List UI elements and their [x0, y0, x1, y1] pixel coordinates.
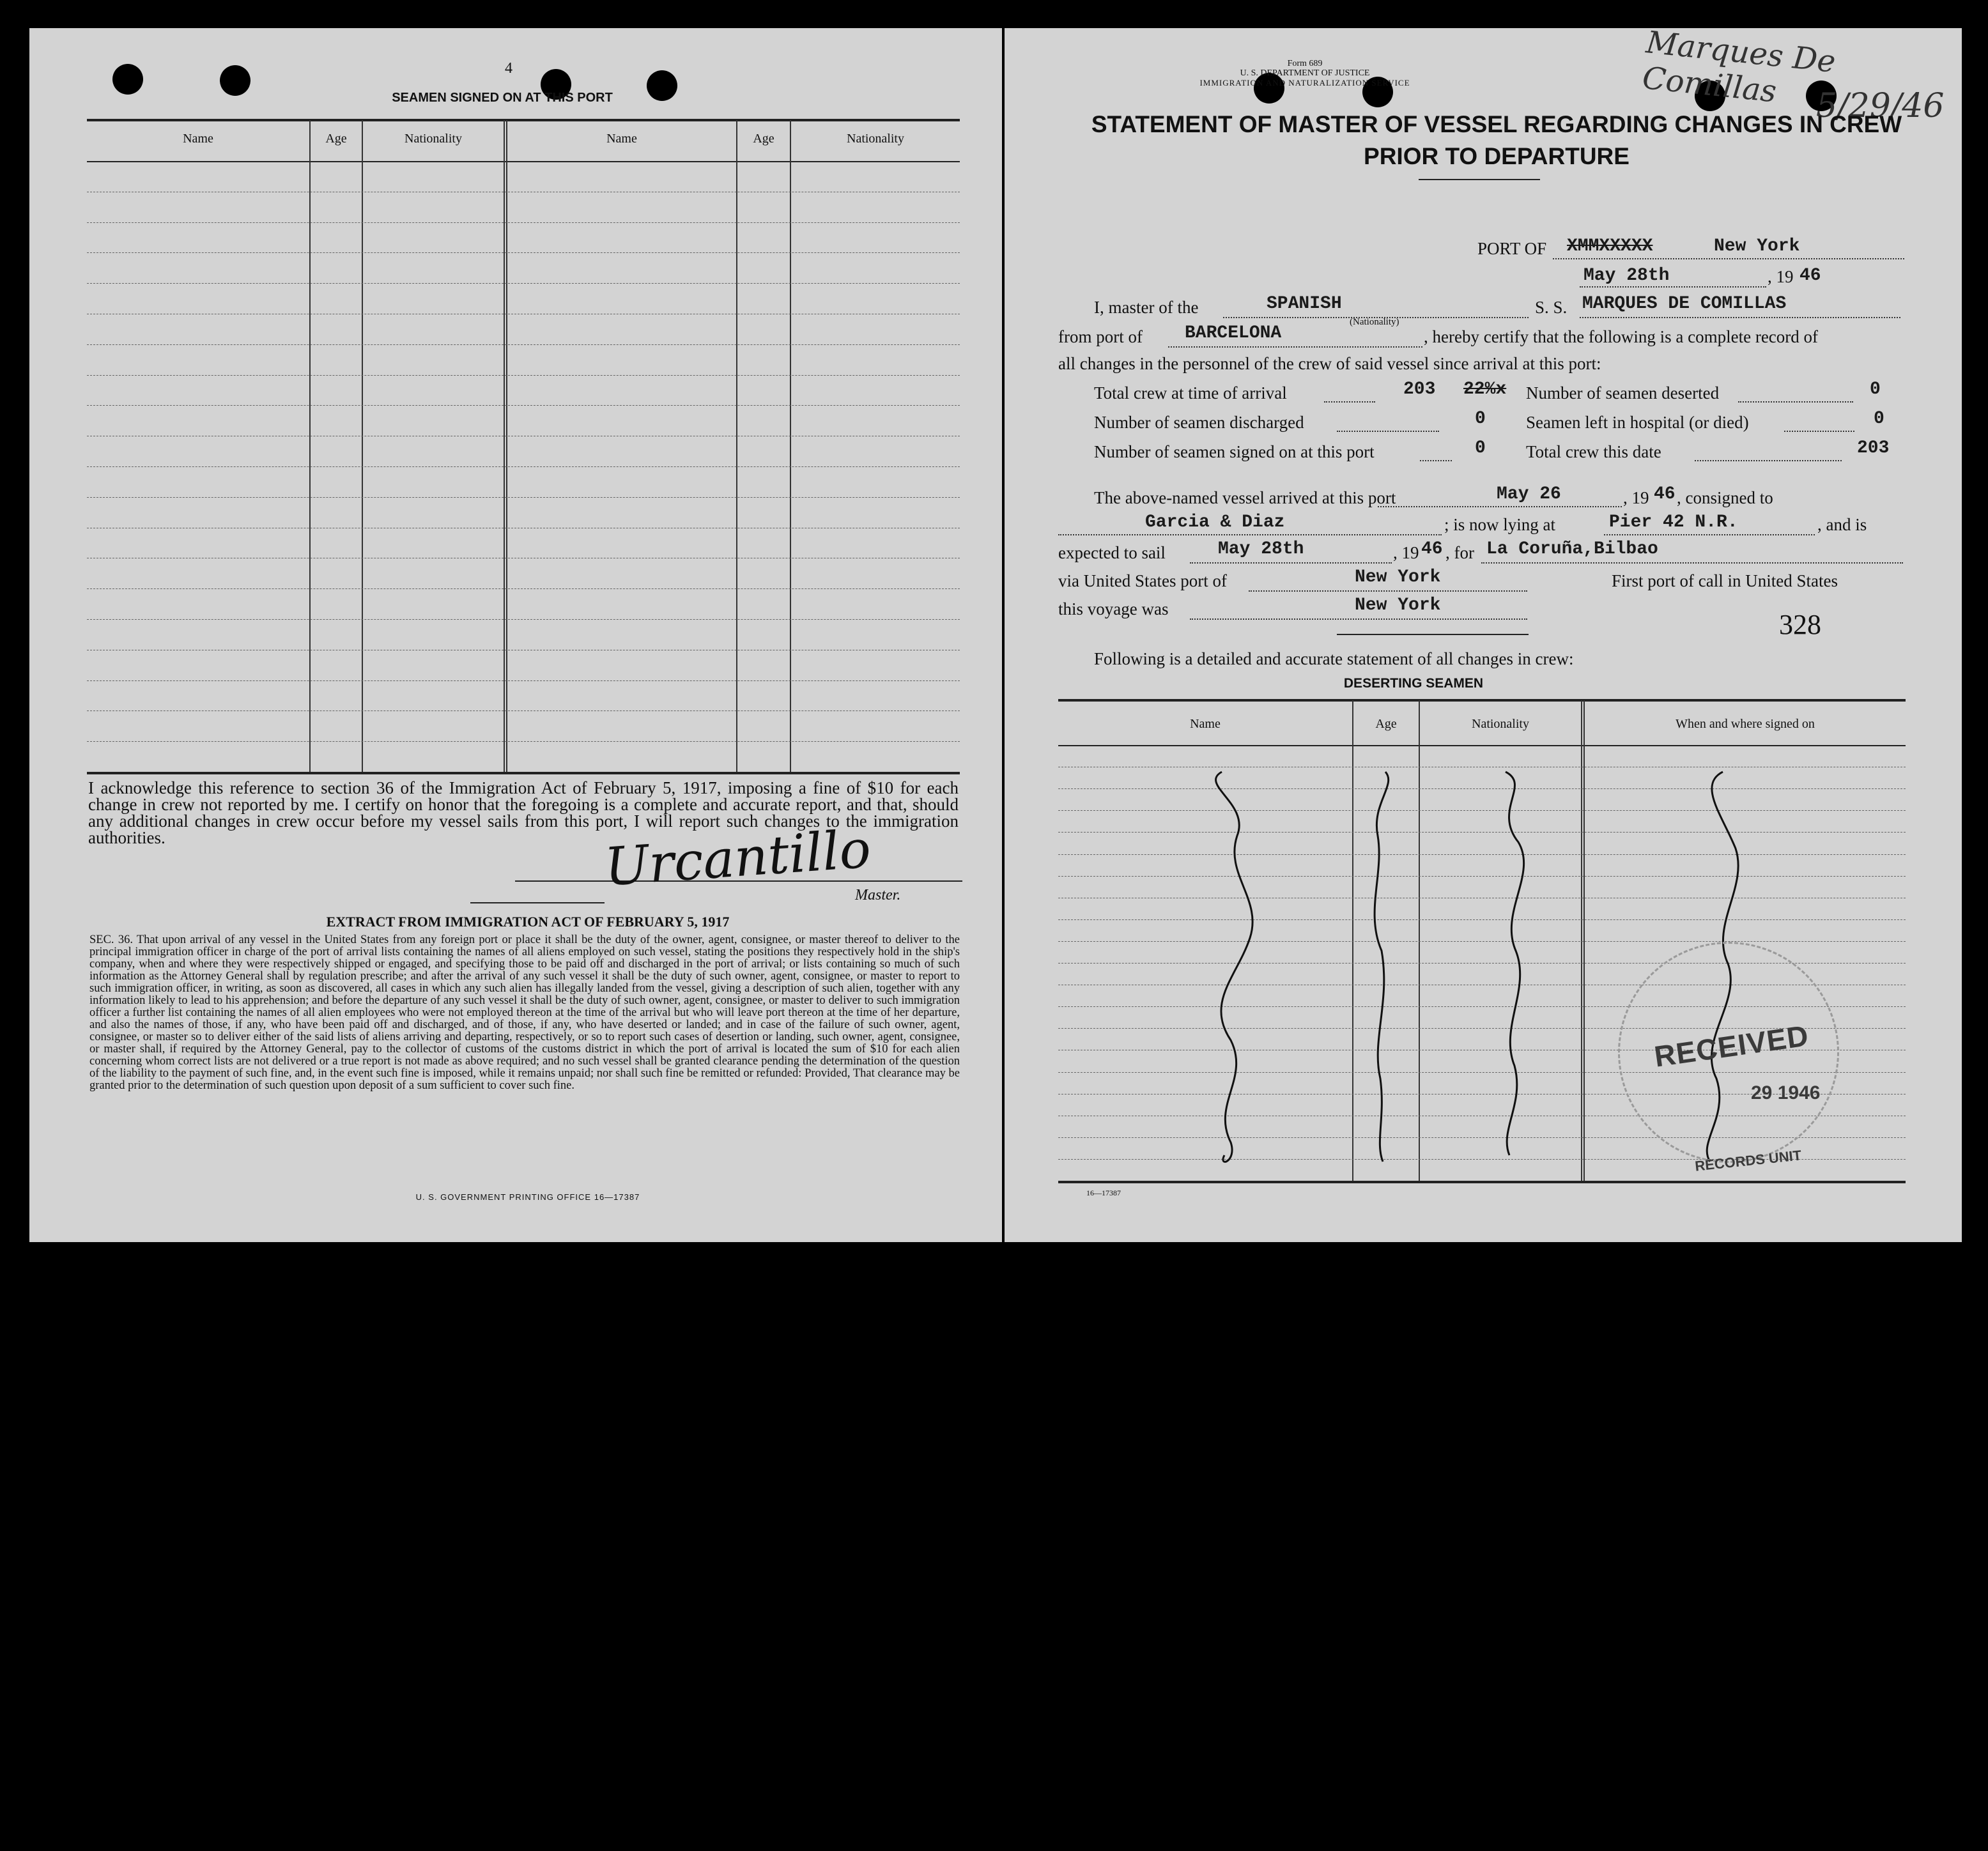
handwritten-vessel-note: Marques De Comillas: [1640, 24, 1838, 110]
and-is-label: , and is: [1817, 515, 1867, 534]
certify-text: , hereby certify that the following is a complete record of: [1424, 327, 1819, 346]
from-port-field-line: [1168, 346, 1422, 348]
first-port-label: First port of call in United States: [1612, 571, 1838, 590]
leader-dots: [1324, 401, 1375, 403]
date-value: May 28th: [1583, 266, 1670, 286]
from-port-value: BARCELONA: [1185, 323, 1282, 343]
document-number: 328: [1779, 609, 1821, 640]
service-name: IMMIGRATION AND NATURALIZATION SERVICE: [1199, 78, 1410, 88]
destination-value: La Coruña,Bilbao: [1486, 539, 1658, 559]
from-port-label: from port of: [1058, 327, 1143, 346]
signed-on-value: 0: [1475, 438, 1486, 458]
extract-text: SEC. 36. That upon arrival of any vessel in the United States from any foreign port or place it shall be the duty of the owner, agent, consignee, or master thereof to deliver to the principal immigration officer in charge of the port of arrival lists containing the names of all aliens employed on such vessel, stating the positions they respectively hold in the ship's company, when and where they were respectively shipped or engaged, and specifying those to be paid off and discharged in the port of arrival; or lists containing so much of such information as the Attorney General shall by regulation prescribe; and after the arrival of any such vessel it shall be the duty of such owner, agent, consignee, or master to report to such immigration officer, in writing, as soon as discovered, all cases in which any such alien has illegally landed from the vessel, giving a description of such alien, together with any information likely to lead to his apprehension; and before the departure of any such vessel it shall be the duty of such owner, agent, consignee, or master to deliver to such immigration officer a further list containing the names of all alien employees who were not employed thereon at the time of the arrival but who will leave port thereon at the time of her departure, and also the names of those, if any, who have been paid off and discharged, and of those, if any, who have deserted or landed; and in case of the failure of such owner, agent, consignee, or master so to deliver either of the said lists of aliens arriving and departing, respectively, or so to report such cases of desertion or landing, such owner, agent, consignee, or master shall, if required by the Attorney General, pay to the collector of customs of the customs district in which the port of arrival is located the sum of $10 for each alien concerning whom correct lists are not delivered or a true report is not made as above required; and no such vessel shall be granted clearance pending the determination of the question of the liability to the payment of such fine, and, in the event such fine is imposed, while it remains unpaid; nor shall such fine be remitted or refunded: Provided, That clearance may be granted prior to the determination of such question upon deposit of a sum sufficient to cover such fine.: [89, 933, 960, 1092]
total-today-value: 203: [1857, 438, 1890, 458]
column-header-age: Age: [753, 132, 774, 146]
hospital-label: Seamen left in hospital (or died): [1526, 413, 1749, 432]
form-number: Form 689: [1287, 59, 1323, 68]
column-header-nationality: Nationality: [1472, 717, 1529, 731]
this-voyage-label: this voyage was: [1058, 599, 1169, 618]
received-stamp: RECEIVED: [1652, 1018, 1811, 1073]
table-row-rule: [87, 710, 960, 711]
arrived-value: May 26: [1497, 484, 1561, 504]
first-port-field-line: [1190, 618, 1527, 620]
port-field-line: [1553, 258, 1904, 259]
column-header-nationality: Nationality: [405, 132, 462, 146]
extract-title: EXTRACT FROM IMMIGRATION ACT OF FEBRUARY 5, 1917: [326, 914, 730, 930]
table-title: SEAMEN SIGNED ON AT THIS PORT: [392, 91, 613, 105]
vessel-name: MARQUES DE COMILLAS: [1582, 294, 1787, 314]
column-header-name: Name: [1190, 717, 1221, 731]
deserted-label: Number of seamen deserted: [1526, 383, 1720, 403]
expected-label: expected to sail: [1058, 543, 1166, 562]
for-label: , for: [1445, 543, 1474, 562]
nationality-value: SPANISH: [1267, 294, 1342, 314]
page-number: 4: [505, 60, 512, 77]
table-row-rule: [87, 405, 960, 406]
arrived-year: 46: [1654, 484, 1676, 504]
sail-year: 46: [1421, 539, 1443, 559]
column-header-nationality: Nationality: [847, 132, 904, 146]
pier-value: Pier 42 N.R.: [1609, 512, 1738, 532]
table-row-rule: [87, 252, 960, 253]
year-value: 46: [1799, 266, 1821, 286]
void-mark: [1216, 772, 1253, 1162]
arrived-label: The above-named vessel arrived at this port: [1094, 488, 1396, 507]
via-field-line: [1249, 590, 1527, 592]
void-mark: [1375, 772, 1389, 1162]
sail-date-value: May 28th: [1218, 539, 1304, 559]
deserted-value: 0: [1870, 380, 1881, 399]
form-header: [1107, 59, 1503, 88]
ss-label: S. S.: [1535, 298, 1568, 317]
following-label: Following is a detailed and accurate statement of all changes in crew:: [1094, 649, 1574, 668]
discharged-value: 0: [1475, 409, 1486, 429]
total-today-label: Total crew this date: [1526, 442, 1661, 461]
punch-hole: [220, 65, 250, 96]
arrived-year-prefix: , 19: [1623, 488, 1649, 507]
column-header-name: Name: [183, 132, 213, 146]
right-page: [1005, 24, 1962, 1242]
port-value: New York: [1714, 236, 1800, 256]
lying-label: ; is now lying at: [1444, 515, 1555, 534]
title-underline: [1419, 179, 1540, 180]
printing-office: U. S. GOVERNMENT PRINTING OFFICE 16—17387: [415, 1192, 640, 1202]
year-prefix: , 19: [1768, 267, 1794, 286]
total-crew-arrival-label: Total crew at time of arrival: [1094, 383, 1287, 403]
department-name: U. S. DEPARTMENT OF JUSTICE: [1240, 68, 1370, 78]
leader-dots: [1420, 460, 1452, 461]
column-divider: [309, 120, 311, 772]
acknowledgement-text: I acknowledge this reference to section 36 of the Immigration Act of February 5, 1917, imposing a fine of $10 for each change in crew not reported by me. I certify on honor that the foregoing is a complete and accurate report, and that, should any additional changes in crew occur before my vessel sails from this port, I will report such changes to the immigration authorities.: [88, 778, 959, 847]
column-divider: [790, 120, 791, 772]
pier-field-line: [1604, 534, 1815, 535]
form-title: [1043, 109, 1950, 173]
left-page: [29, 28, 1002, 1242]
column-divider: [504, 120, 507, 772]
column-header-age: Age: [1375, 717, 1397, 731]
leader-dots: [1695, 460, 1842, 461]
consignee-value: Garcia & Diaz: [1145, 512, 1285, 532]
table-row-rule: [87, 497, 960, 498]
master-label: Master.: [855, 887, 901, 903]
table-top-rule: [1058, 699, 1906, 702]
table-row-rule: [87, 222, 960, 223]
table-header-rule: [87, 161, 960, 162]
void-mark: [1506, 772, 1524, 1155]
leader-dots: [1784, 431, 1854, 432]
column-header-signed-on: When and where signed on: [1676, 717, 1815, 731]
column-header-name: Name: [606, 132, 637, 146]
records-unit-stamp: RECORDS UNIT: [1694, 1147, 1803, 1174]
table-top-rule: [87, 119, 960, 121]
punch-hole: [112, 64, 143, 95]
leader-dots: [1337, 431, 1439, 432]
consignee-field-line: [1058, 534, 1442, 535]
form-code: 16—17387: [1086, 1188, 1121, 1197]
deserting-title: DESERTING SEAMEN: [1343, 676, 1484, 691]
arrived-field-line: [1378, 506, 1622, 507]
form-title-line2: PRIOR TO DEPARTURE: [1364, 143, 1630, 169]
received-date-stamp: 29 1946: [1751, 1082, 1821, 1103]
table-row-rule: [87, 466, 960, 467]
signed-on-label: Number of seamen signed on at this port: [1094, 442, 1375, 461]
table-row-rule: [87, 588, 960, 589]
table-row-rule: [87, 375, 960, 376]
divider: [470, 902, 605, 903]
sail-date-field-line: [1190, 562, 1392, 564]
hospital-value: 0: [1874, 409, 1884, 429]
date-field-line: [1580, 286, 1766, 288]
table-row-rule: [87, 741, 960, 742]
column-header-age: Age: [325, 132, 347, 146]
nationality-caption: (Nationality): [1350, 317, 1399, 327]
first-port-value: New York: [1355, 595, 1441, 615]
master-of-label: I, master of the: [1094, 298, 1199, 317]
discharged-label: Number of seamen discharged: [1094, 413, 1304, 432]
port-struck: XMMXXXXX: [1567, 236, 1653, 256]
table-bottom-rule: [1058, 1181, 1906, 1183]
certify-text-2: all changes in the personnel of the crew of said vessel since arrival at this port:: [1058, 354, 1601, 373]
table-row-rule: [87, 680, 960, 681]
column-divider: [736, 120, 737, 772]
master-signature: Urcantillo: [603, 818, 873, 898]
total-crew-arrival-struck: 22%x: [1463, 380, 1507, 399]
via-label: via United States port of: [1058, 571, 1227, 590]
consigned-label: , consigned to: [1677, 488, 1773, 507]
port-label: PORT OF: [1477, 239, 1547, 258]
handwritten-date: 5/29/46: [1816, 87, 1945, 125]
table-bottom-rule: [87, 772, 960, 774]
leader-dots: [1738, 401, 1853, 403]
table-row-rule: [87, 283, 960, 284]
table-row-rule: [87, 619, 960, 620]
table-row-rule: [87, 344, 960, 345]
sail-year-prefix: , 19: [1393, 543, 1419, 562]
form-title-line1: STATEMENT OF MASTER OF VESSEL REGARDING CHANGES IN CREW: [1091, 111, 1902, 137]
column-divider: [362, 120, 363, 772]
destination-field-line: [1481, 562, 1903, 564]
divider: [1337, 634, 1529, 635]
vessel-field-line: [1580, 317, 1900, 318]
via-port-value: New York: [1355, 567, 1441, 587]
total-crew-arrival-value: 203: [1403, 380, 1436, 399]
